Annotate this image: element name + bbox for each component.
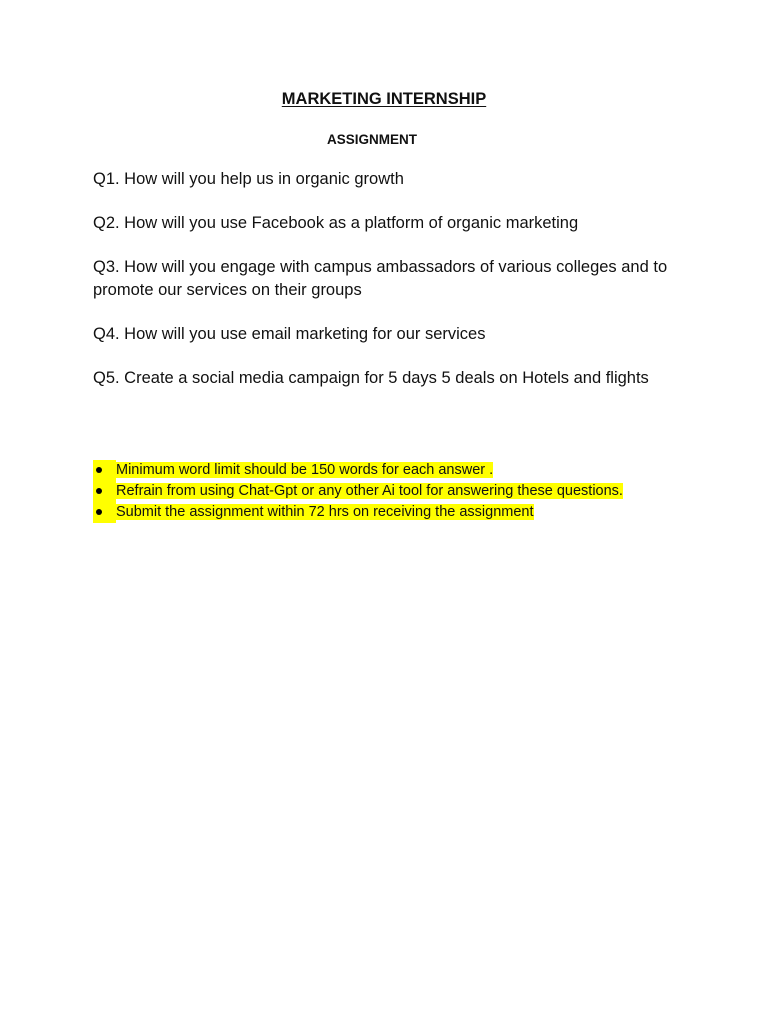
instruction-item-no-ai [93, 481, 653, 502]
question-3: Q3. How will you engage with campus ambassadors of various colleges and to promote our services on their groups [93, 258, 668, 299]
question-list [93, 168, 668, 411]
bullet-icon [93, 481, 116, 502]
question-2: Q2. How will you use Facebook as a platform of organic marketing [93, 214, 579, 232]
page-subtitle: ASSIGNMENT [326, 132, 417, 147]
question-4: Q4. How will you use email marketing for our services [93, 325, 486, 343]
page-title-text: MARKETING INTERNSHIP [281, 90, 487, 108]
page-title [0, 88, 768, 110]
instruction-text: Minimum word limit should be 150 words for each answer . [116, 462, 494, 478]
instruction-text: Refrain from using Chat-Gpt or any other Ai tool for answering these questions. [116, 483, 623, 499]
instruction-text: Submit the assignment within 72 hrs on receiving the assignment [116, 504, 534, 520]
question-5: Q5. Create a social media campaign for 5 days 5 deals on Hotels and flights [93, 369, 649, 387]
instruction-item-deadline [93, 502, 653, 523]
instructions-list [93, 460, 653, 523]
bullet-icon [93, 460, 116, 481]
question-1: Q1. How will you help us in organic growth [93, 170, 404, 188]
instruction-item-word-limit [93, 460, 653, 481]
bullet-icon [93, 502, 116, 523]
